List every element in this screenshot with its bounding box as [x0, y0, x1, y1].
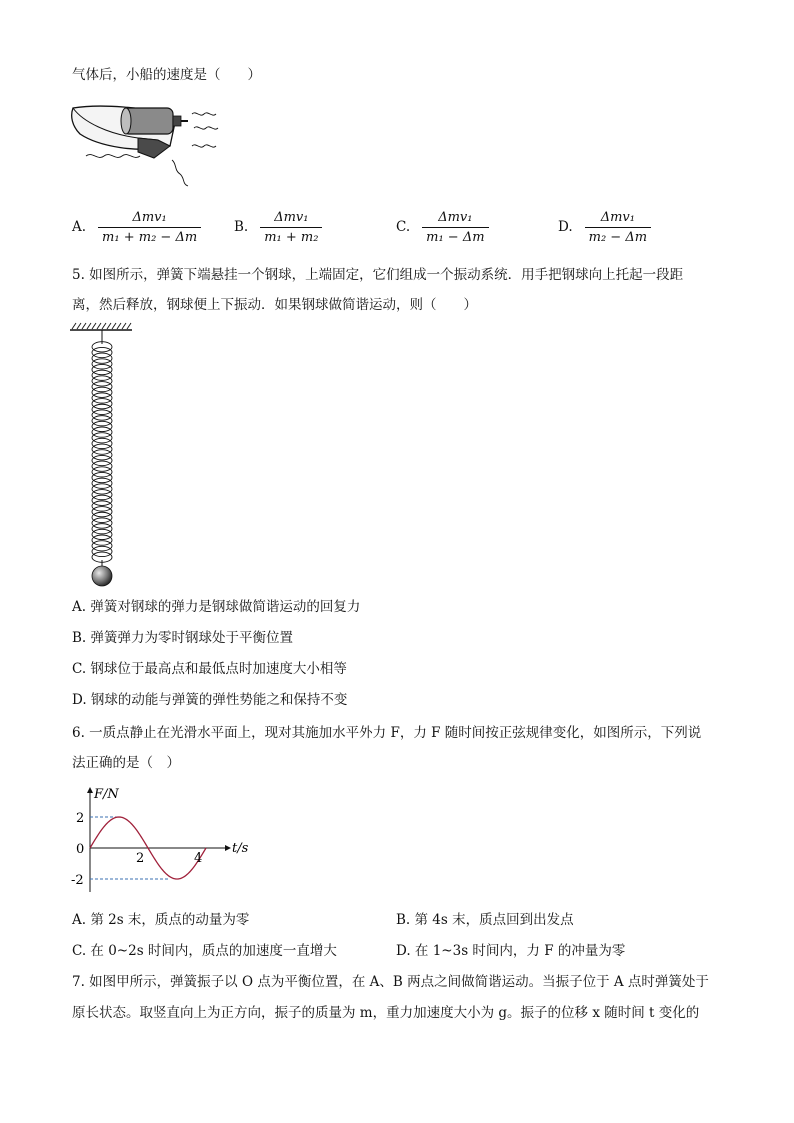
fraction: $\frac{\text{Δmv₁}}{\text{m₁ + m₂}}$	[260, 210, 322, 245]
y-axis-label: F/N	[94, 787, 119, 802]
q5-option-b[interactable]: B. 弹簧弹力为零时钢球处于平衡位置	[72, 630, 294, 646]
tick-y-2: 2	[76, 811, 85, 826]
q4-option-d[interactable]: D. $\frac{\text{Δmv₁}}{\text{m₂ − Δm}}$	[558, 205, 651, 249]
q5-option-d[interactable]: D. 钢球的动能与弹簧的弹性势能之和保持不变	[72, 692, 348, 708]
q5-option-c[interactable]: C. 钢球位于最高点和最低点时加速度大小相等	[72, 661, 347, 677]
q6-question-line2: 法正确的是（ ）	[72, 755, 180, 771]
x-axis-label: t/s	[232, 841, 249, 856]
spring-figure	[66, 322, 138, 590]
q5-option-a[interactable]: A. 弹簧对钢球的弹力是钢球做简谐运动的回复力	[72, 599, 361, 615]
q5-question-line2: 离，然后释放，钢球便上下振动．如果钢球做简谐运动，则（ ）	[72, 297, 477, 313]
steel-ball	[92, 566, 112, 586]
q4-option-a[interactable]: A. $\frac{\text{Δmv₁}}{\text{m₁ + m₂ − Δm}}$	[72, 205, 201, 249]
q6-option-c[interactable]: C. 在 0~2s 时间内，质点的加速度一直增大	[72, 943, 337, 959]
q4-options	[72, 205, 712, 249]
q4-tail-text: 气体后，小船的速度是（ ）	[72, 67, 261, 83]
fraction: $\frac{\text{Δmv₁}}{\text{m₂ − Δm}}$	[585, 210, 651, 245]
q4-option-b[interactable]: B. $\frac{\text{Δmv₁}}{\text{m₁ + m₂}}$	[234, 205, 322, 249]
q4-option-c[interactable]: C. $\frac{\text{Δmv₁}}{\text{m₁ − Δm}}$	[396, 205, 489, 249]
tick-x-4: 4	[194, 851, 203, 866]
q6-option-d[interactable]: D. 在 1~3s 时间内，力 F 的冲量为零	[396, 943, 626, 959]
tick-y-0: 0	[76, 842, 85, 857]
tick-x-2: 2	[136, 851, 145, 866]
q6-question-line1: 6. 一质点静止在光滑水平面上，现对其施加水平外力 F，力 F 随时间按正弦规律变化，如图所示，下列说	[72, 725, 702, 741]
q6-option-b[interactable]: B. 第 4s 末，质点回到出发点	[396, 912, 574, 928]
tick-y-neg2: -2	[71, 873, 84, 888]
q6-option-a[interactable]: A. 第 2s 末，质点的动量为零	[72, 912, 250, 928]
fraction: $\frac{\text{Δmv₁}}{\text{m₁ + m₂ − Δm}}$	[98, 210, 201, 245]
fraction: $\frac{\text{Δmv₁}}{\text{m₁ − Δm}}$	[422, 210, 488, 245]
q7-question-line1: 7. 如图甲所示，弹簧振子以 O 点为平衡位置，在 A、B 两点之间做简谐运动。当振子位于 A 点时弹簧处于	[72, 974, 709, 990]
boat-figure	[68, 96, 228, 191]
q7-question-line2: 原长状态。取竖直向上为正方向，振子的质量为 m，重力加速度大小为 g。振子的位移 x 随时间 t 变化的	[72, 1005, 700, 1021]
q5-question-line1: 5. 如图所示，弹簧下端悬挂一个钢球，上端固定，它们组成一个振动系统．用手把钢球向上托起一段距	[72, 267, 684, 283]
force-time-graph	[70, 782, 260, 898]
